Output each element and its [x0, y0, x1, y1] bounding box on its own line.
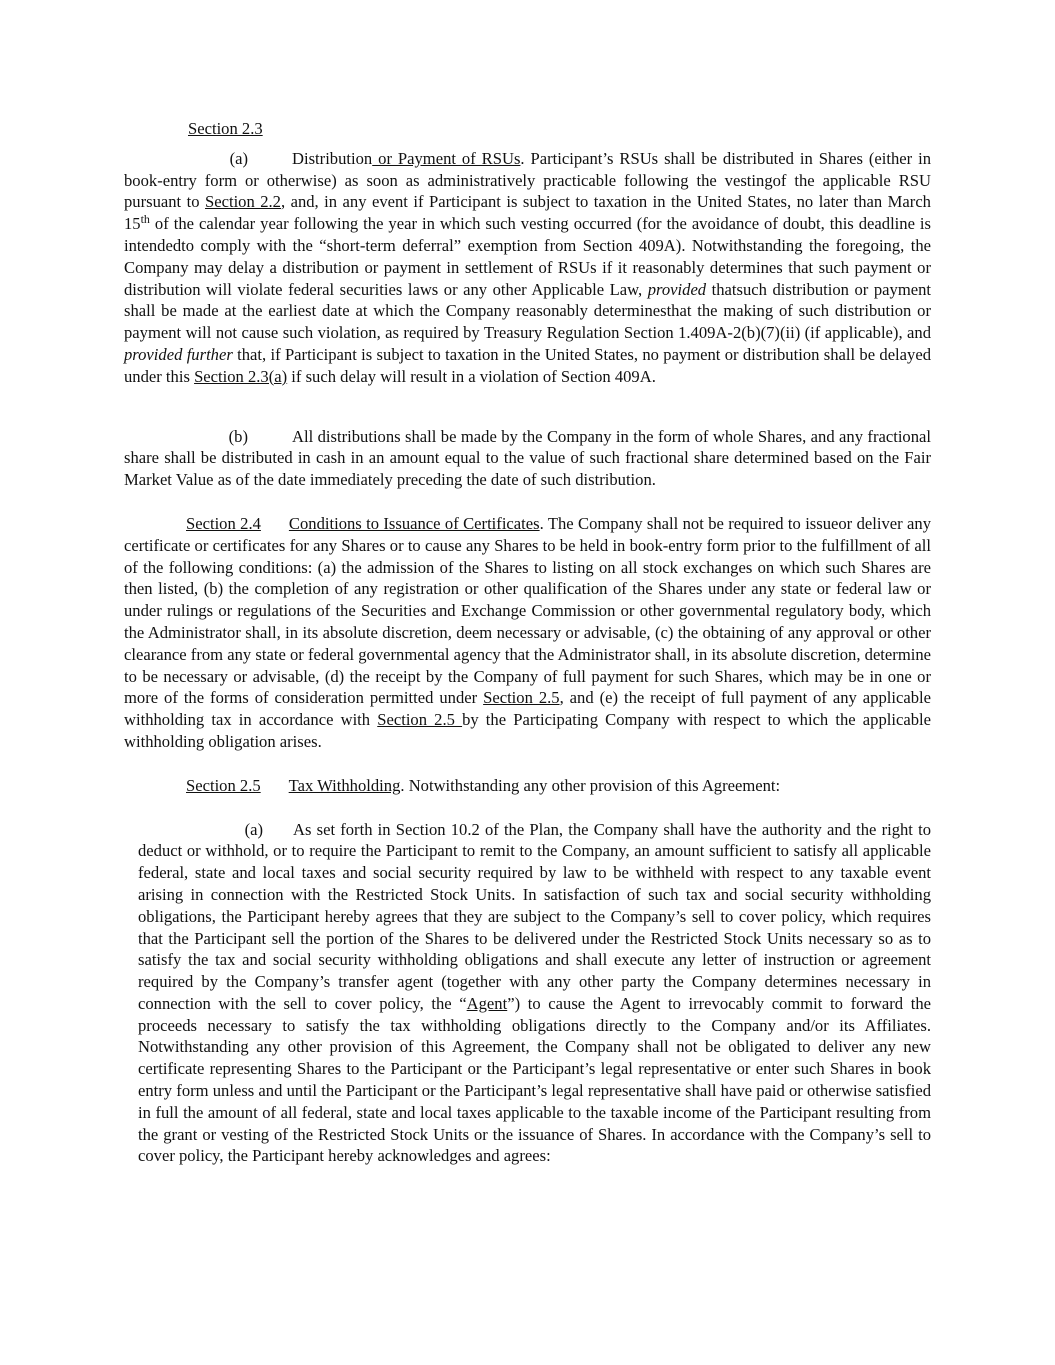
- section-2-3-a-text-7: if such delay will result in a violation of Section 409A.: [287, 366, 656, 386]
- section-2-3-b-paragraph: [124, 426, 931, 491]
- section-2-5-a-label: (a): [244, 819, 263, 839]
- section-2-5-title: Tax Withholding: [288, 775, 401, 795]
- section-2-3-a-title: or Payment of RSUs: [372, 148, 521, 168]
- section-2-5-a-text-1: As set forth in Section 10.2 of the Plan, the Company shall have the authority and the right to deduct or withhold, or to require the Participant to remit to the Company, an amount sufficient to satisfy all applicable federal, state and local taxes and social security required by law to be withheld with respect to any taxable event arising in connection with the Restricted Stock Units. In satisfaction of such tax and social security withholding obligations, the Participant hereby agrees that they are subject to the Company’s sell to cover policy, which requires that the Participant sell the portion of the Shares to be delivered under the Restricted Stock Units necessary so as to satisfy the tax and social security withholding obligations and shall execute any letter of instruction or agreement required by the Company’s transfer agent (together with any other party the Company determines necessary in connection with the sell to cover policy, the “: [138, 819, 931, 1013]
- section-2-4-text-2: , and (e) the receipt of full payment of any applicable withholding tax in accordance with: [124, 688, 931, 730]
- section-2-3-a-reference: Section 2.3(a): [194, 366, 288, 386]
- agent-defined-term: Agent: [466, 993, 508, 1013]
- section-2-5-a-paragraph: [138, 819, 931, 1168]
- section-2-3-a-emphasis-provided-further: provided further: [124, 344, 233, 364]
- section-2-3-b-label: (b): [228, 426, 248, 446]
- section-2-3-a-text-4: of the calendar year following the year in which such vesting occurred (for the avoidance of doubt, this deadline is intendedto comply with the “short-term deferral” exemption from Section 409A). Notwithstanding the foregoing, the Company may delay a distribution or payment in settlement of RSUs if it reasonably determines that such payment or distribution will violate federal securities laws or any other Applicable Law,: [124, 214, 931, 299]
- section-2-5-reference-2: Section 2.5: [377, 710, 463, 730]
- section-2-5-reference-1: Section 2.5: [483, 688, 560, 708]
- section-2-3-b-text: All distributions shall be made by the Company in the form of whole Shares, and any fractional share shall be distributed in cash in an amount equal to the value of such fractional share determined based on the Fair Market Value as of the date immediately preceding the date of such distribution.: [124, 426, 931, 490]
- section-2-3-a-text-1: Distribution: [292, 148, 373, 168]
- section-2-5-heading: Section 2.5: [186, 775, 261, 795]
- section-2-5-a-text-2: ”) to cause the Agent to irrevocably commit to forward the proceeds necessary to satisfy the tax withholding obligations directly to the Company and/or its Affiliates. Notwithstanding any other provision of this Agreement, the Company shall not be obligated to deliver any new certificate representing Shares to the Participant or the Participant’s legal representative or enter such Shares in book entry form unless and until the Participant or the Participant’s legal representative shall have paid or otherwise satisfied in full the amount of all federal, state and local taxes applicable to the taxable income of the Participant resulting from the grant or vesting of the Restricted Stock Units or the issuance of Shares. In accordance with the Company’s sell to cover policy, the Participant hereby acknowledges and agrees:: [138, 993, 931, 1166]
- section-2-3-a-text-2: . Participant’s RSUs shall be distributed in Shares (either in book-entry form or otherwise) as soon as administratively practicable following the vestingof the applicable RSU pursuant to: [124, 148, 932, 212]
- section-2-4-text-3: by the Participating Company with respect to which the applicable withholding obligation arises.: [124, 710, 931, 751]
- section-2-4-paragraph: [124, 513, 931, 753]
- section-2-5-heading-paragraph: [124, 775, 931, 797]
- section-2-2-reference: Section 2.2: [205, 192, 281, 212]
- ordinal-superscript: th: [140, 212, 150, 227]
- section-2-5-text-1: . Notwithstanding any other provision of this Agreement:: [400, 775, 781, 795]
- section-2-4-text-1: . The Company shall not be required to issueor deliver any certificate or certificates for any Shares or to cause any Shares to be held in book-entry form prior to the fulfillment of all of the following conditions: (a) the admission of the Shares to listing on all stock exchanges on which such Shares are then listed, (b) the completion of any registration or other qualification of the Shares under any state or federal law or under rulings or regulations of the Securities and Exchange Commission or other governmental regulatory body, which the Administrator shall, in its absolute discretion, deem necessary or advisable, (c) the obtaining of any approval or other clearance from any state or federal governmental agency that the Administrator shall, in its absolute discretion, determine to be necessary or advisable, (d) the receipt by the Company of full payment for such Shares, which may be in one or more of the forms of consideration permitted under: [124, 513, 931, 708]
- section-2-4-heading: Section 2.4: [186, 513, 261, 533]
- section-2-3-a-text-6: that, if Participant is subject to taxation in the United States, no payment or distribution shall be delayed under this: [124, 344, 931, 386]
- section-2-4-title: Conditions to Issuance of Certificates: [288, 513, 540, 533]
- document-body: [124, 118, 931, 1167]
- section-2-3-heading-line: [124, 118, 931, 140]
- section-2-3-a-label: (a): [229, 148, 248, 168]
- section-2-3-a-emphasis-provided: provided: [647, 279, 707, 299]
- section-2-5-a-block: [124, 819, 931, 1168]
- section-2-3-a-paragraph: [124, 148, 931, 388]
- section-2-3-a-text-5: thatsuch distribution or payment shall be made at the earliest date at which the Company reasonably determinesthat the making of such distribution or payment will not cause such violation, as required by Treasury Regulation Section 1.409A-2(b)(7)(ii) (if applicable), and: [124, 279, 931, 343]
- section-2-3-a-text-3: , and, in any event if Participant is subject to taxation in the United States, no later than March 15: [124, 192, 931, 234]
- section-2-3-heading: Section 2.3: [188, 119, 263, 138]
